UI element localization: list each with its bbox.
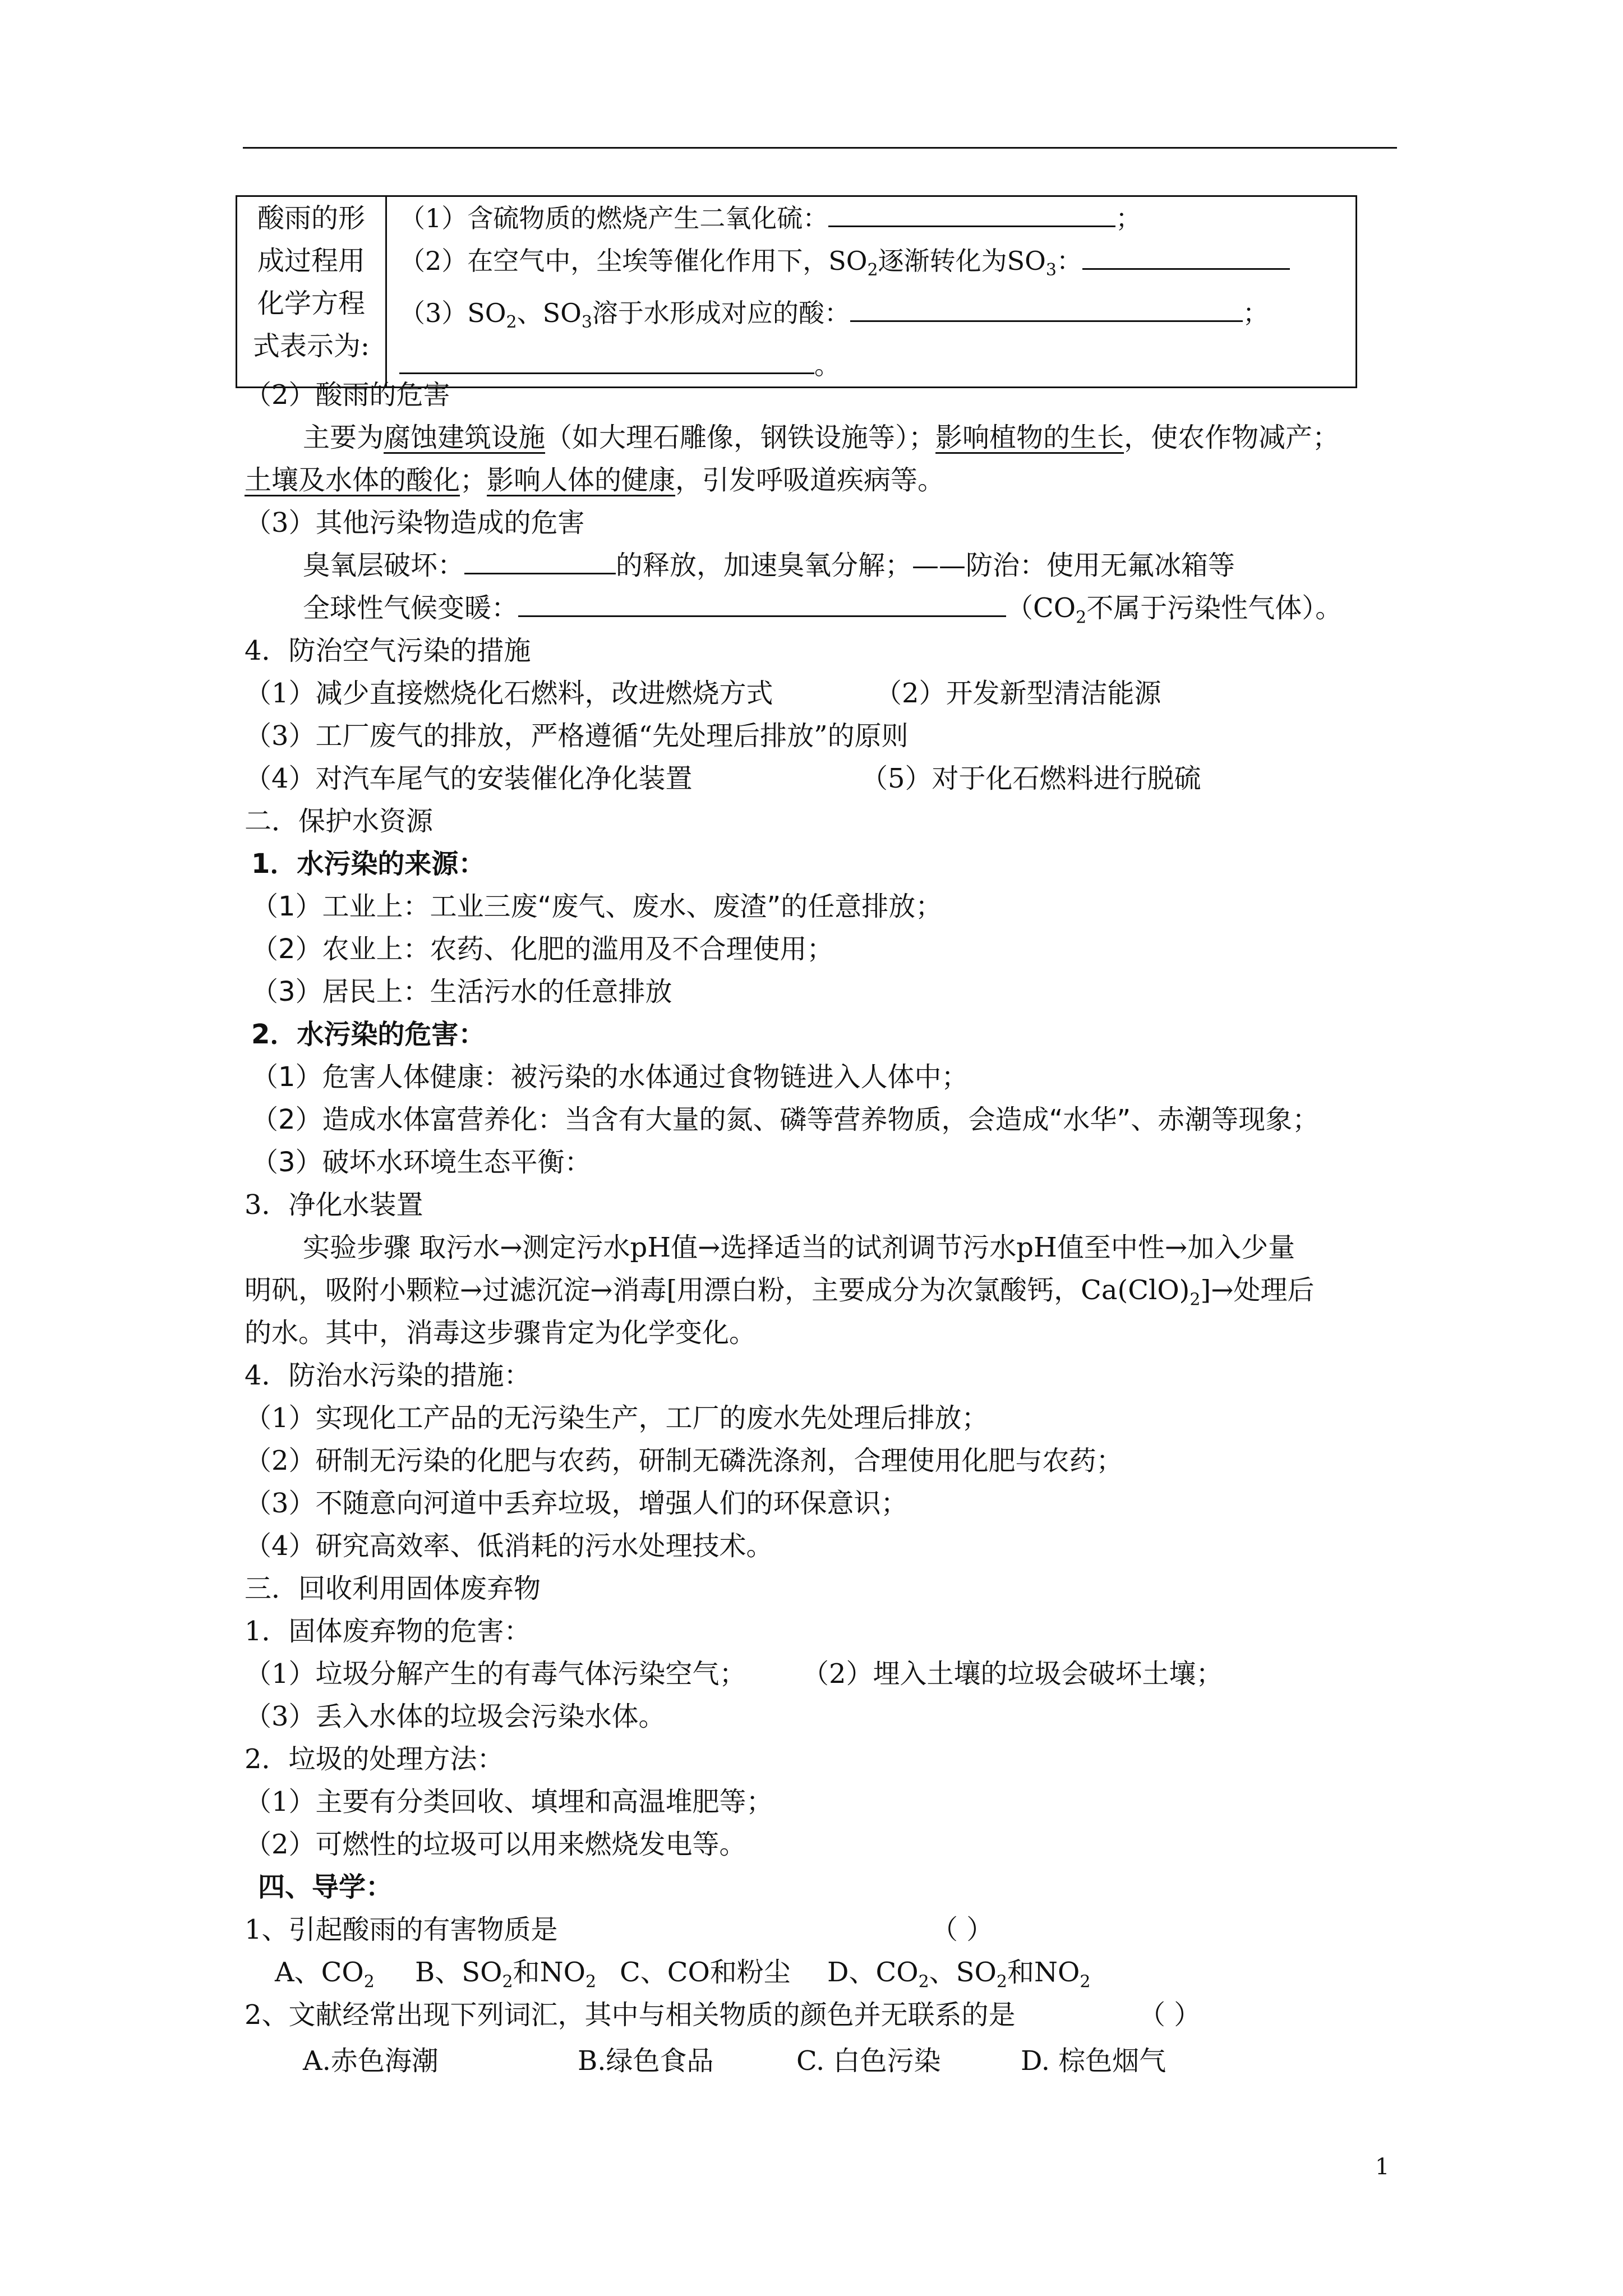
list-item: （1）工业上：工业三废“废气、废水、废渣”的任意排放； <box>251 891 943 922</box>
list-item: （1）主要有分类回收、填埋和高温堆肥等； <box>245 1786 773 1818</box>
answer-blank[interactable] <box>399 350 814 374</box>
equation-row-4: 。 <box>387 344 1355 386</box>
list-item: （2）开发新型清洁能源 <box>875 678 1161 709</box>
answer-paren-2[interactable]: （ ） <box>1138 1999 1201 2031</box>
equation-row-3: $(3)SO_2$、$SO_3$溶于水形成对应的酸： ； <box>399 298 1269 333</box>
equation-row-1: （1）含硫物质的燃烧产生二氧化硫： ； <box>399 203 1142 233</box>
table-equation-cell <box>386 196 1357 388</box>
solid-method-title: 2．垃圾的处理方法： <box>245 1743 504 1775</box>
acid-rain-equation-table <box>236 195 1357 388</box>
list-item: （2）埋入土壤的垃圾会破坏土壤； <box>802 1658 1223 1690</box>
acid-harm-paragraph-line2: 土壤及水体的酸化；影响人体的健康，引发呼吸道疾病等。 <box>245 464 945 496</box>
purify-paragraph-line3: 的水。其中，消毒这步骤肯定为化学变化。 <box>245 1317 757 1349</box>
list-item: （3）不随意向河道中丢弃垃圾，增强人们的环保意识； <box>245 1488 908 1519</box>
section-title-other-harm: （3）其他污染物造成的危害 <box>245 507 585 539</box>
answer-blank[interactable] <box>518 593 1006 617</box>
section-title-solid: 三．回收利用固体废弃物 <box>245 1573 541 1604</box>
solid-harm-title: 1．固体废弃物的危害： <box>245 1616 531 1647</box>
section-title-air-measures: 4．防治空气污染的措施 <box>245 635 531 666</box>
list-item: （4）研究高效率、低消耗的污水处理技术。 <box>245 1530 773 1562</box>
answer-paren-1[interactable]: （ ） <box>931 1914 994 1945</box>
table-header-line: 式表示为: <box>252 330 370 362</box>
list-item: （3）破坏水环境生态平衡： <box>251 1147 592 1178</box>
section-title-guide: 四、导学： <box>258 1871 393 1903</box>
list-item: （2）农业上：农药、化肥的滥用及不合理使用； <box>251 933 834 965</box>
answer-blank[interactable] <box>850 298 1243 322</box>
header-rule <box>243 147 1397 149</box>
list-item: （1）减少直接燃烧化石燃料，改进燃烧方式 <box>245 678 773 709</box>
table-row-header <box>237 196 386 388</box>
purify-paragraph-line2: 明矾，吸附小颗粒→过滤沉淀→消毒[用漂白粉，主要成分为次氯酸钙，$Ca(ClO)_2]\to$处理后 <box>245 1274 1315 1310</box>
table-header-line: 化学方程 <box>257 288 365 319</box>
section-title-water: 二．保护水资源 <box>245 806 434 837</box>
option-a[interactable]: A、$CO_2$ <box>275 1957 375 1992</box>
option-a[interactable]: A.赤色海潮 <box>303 2045 439 2077</box>
climate-line: 全球性气候变暖： （$CO_2$不属于污染性气体）。 <box>303 592 1343 628</box>
water-harm-title: 2．水污染的危害： <box>251 1019 486 1050</box>
option-c[interactable]: C. 白色污染 <box>796 2045 941 2077</box>
option-b[interactable]: B、$SO_2$和$NO_2$ <box>415 1957 597 1992</box>
option-d[interactable]: D、$CO_2$、$SO_2$和$NO_2$ <box>827 1957 1091 1992</box>
option-b[interactable]: B.绿色食品 <box>578 2045 714 2077</box>
table-header-line: 酸雨的形 <box>257 203 365 234</box>
question-1: 1、引起酸雨的有害物质是 <box>245 1914 558 1945</box>
page-number: 1 <box>1375 2154 1390 2180</box>
list-item: （2）研制无污染的化肥与农药，研制无磷洗涤剂，合理使用化肥与农药； <box>245 1445 1123 1476</box>
question-2: 2、文献经常出现下列词汇，其中与相关物质的颜色并无联系的是 <box>245 1999 1016 2031</box>
table-header-line: 成过程用 <box>257 245 365 277</box>
list-item: （3）丢入水体的垃圾会污染水体。 <box>245 1701 666 1732</box>
list-item: （2）可燃性的垃圾可以用来燃烧发电等。 <box>245 1829 746 1860</box>
option-d[interactable]: D. 棕色烟气 <box>1021 2045 1166 2077</box>
option-c[interactable]: C、CO和粉尘 <box>620 1957 791 1988</box>
purify-paragraph-line1: 实验步骤 取污水→测定污水pH值→选择适当的试剂调节污水pH值至中性→加入少量 <box>303 1232 1295 1263</box>
list-item: （3）居民上：生活污水的任意排放 <box>251 976 672 1007</box>
list-item: （1）危害人体健康：被污染的水体通过食物链进入人体中； <box>251 1061 969 1093</box>
list-item: （4）对汽车尾气的安装催化净化装置 <box>245 763 693 794</box>
purify-title: 3．净化水装置 <box>245 1189 423 1221</box>
answer-blank[interactable] <box>828 203 1115 227</box>
list-item: （3）工厂废气的排放，严格遵循“先处理后排放”的原则 <box>245 720 909 752</box>
answer-blank[interactable] <box>464 550 616 574</box>
equation-row-2: （2）在空气中，尘埃等催化作用下，$SO_2$逐渐转化为$SO_3$： <box>387 240 1355 292</box>
water-sources-title: 1．水污染的来源： <box>251 848 486 880</box>
list-item: （1）实现化工产品的无污染生产，工厂的废水先处理后排放； <box>245 1402 989 1434</box>
water-measures-title: 4．防治水污染的措施： <box>245 1360 531 1391</box>
answer-blank[interactable] <box>1082 246 1290 270</box>
list-item: （2）造成水体富营养化：当含有大量的氮、磷等营养物质，会造成“水华”、赤潮等现象； <box>251 1104 1320 1135</box>
list-item: （1）垃圾分解产生的有毒气体污染空气； <box>245 1658 746 1690</box>
section-title-acid-harm: （2）酸雨的危害 <box>245 379 450 411</box>
list-item: （5）对于化石燃料进行脱硫 <box>861 763 1201 794</box>
acid-harm-paragraph-line1: 主要为腐蚀建筑设施（如大理石雕像，钢铁设施等）；影响植物的生长，使农作物减产； <box>303 422 1340 453</box>
ozone-line: 臭氧层破坏： 的释放，加速臭氧分解；——防治：使用无氟冰箱等 <box>303 550 1235 581</box>
